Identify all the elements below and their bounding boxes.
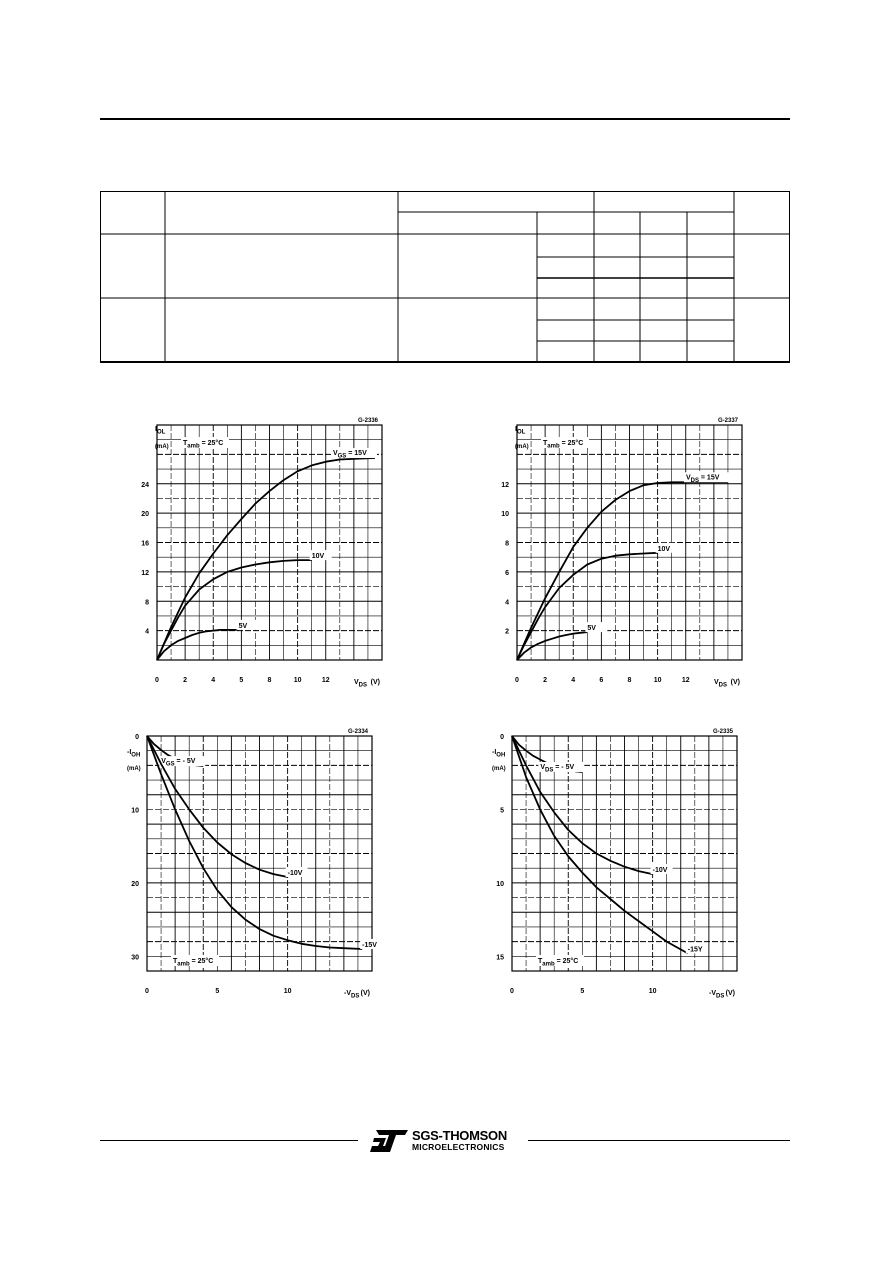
x-tick-label: 5 [580,988,585,995]
series-line-2 [517,482,728,660]
series-label-0: 5V [587,625,596,633]
chart-ioh-1 [125,726,390,1001]
x-tick-label: 5 [239,677,244,684]
y-tick-label: 10 [501,511,509,519]
x-tick-label: 0 [515,677,519,684]
x-axis-label: -VDS [344,990,360,1000]
series-label-0: 5V [238,622,248,630]
y-tick-label: 16 [141,540,149,548]
chart-code: G-2334 [347,729,368,735]
temp-label: Tamb = 25°C [183,440,224,450]
x-tick-label: 12 [681,677,690,684]
x-axis-unit: (V) [370,679,380,686]
top-rule [100,118,790,120]
temp-label: Tamb = 25°C [538,958,579,968]
chart-svg [125,726,390,1001]
series-label-1: 10V [657,545,671,553]
series-label-1: -10V [652,867,668,875]
y-axis-unit: (mA) [492,766,506,772]
y-axis-label: IOL [515,426,526,436]
x-axis-label: -VDS [709,990,725,1000]
y-tick-label: 4 [145,628,149,636]
x-tick-label: 8 [267,677,272,684]
y-tick-label: 10 [496,880,504,888]
chart-iol-2 [495,415,760,690]
series-label-1: 10V [311,553,325,561]
temp-label: Tamb = 25°C [543,440,584,450]
y-tick-label: 12 [501,481,509,489]
temp-label: Tamb = 25°C [173,958,214,968]
y-tick-label: 24 [141,481,149,489]
x-axis-unit: (V) [360,990,370,997]
footer-rule-right [528,1140,790,1141]
series-label-2: -15Y [687,946,703,954]
y-axis-label: -IOH [127,749,141,759]
x-tick-label: 10 [648,988,657,995]
x-tick-label: 4 [571,677,576,684]
x-tick-label: 8 [627,677,632,684]
x-tick-label: 6 [599,677,604,684]
chart-code: G-2336 [357,418,378,424]
y-tick-label: 0 [500,734,504,741]
chart-code: G-2337 [717,418,738,424]
series-label-2: VGS = 15V [332,450,367,460]
chart-svg [490,726,755,1001]
x-tick-label: 2 [543,677,548,684]
series-label-1: -10V [287,870,303,877]
y-tick-label: 8 [145,599,149,607]
logo-line1: SGS-THOMSON [412,1128,507,1143]
y-tick-label: 4 [505,599,509,607]
series-label-0: VDS = - 5V [540,763,575,774]
x-tick-label: 0 [155,677,159,684]
y-tick-label: 30 [131,954,139,962]
chart-code: G-2335 [712,729,733,735]
y-axis-unit: (mA) [127,766,141,772]
series-label-0: VGS = - 5V [161,758,196,768]
spec-table [100,191,790,363]
chart-svg [495,415,760,690]
series-line-2 [157,458,375,660]
grid [517,425,742,660]
x-tick-label: 0 [510,988,514,995]
grid [147,736,372,971]
x-tick-label: 12 [321,677,330,684]
y-axis-unit: (mA) [155,444,169,450]
y-axis-unit: (mA) [515,444,529,450]
y-axis-label: -IOH [492,749,506,759]
x-tick-label: 10 [283,988,292,995]
chart-iol-1 [135,415,400,690]
x-tick-label: 10 [653,677,662,684]
sgs-thomson-logo [370,1128,530,1156]
x-tick-label: 0 [145,988,149,995]
x-tick-label: 10 [293,677,302,684]
y-tick-label: 20 [131,880,139,888]
grid [157,425,382,660]
y-tick-label: 2 [505,628,509,636]
y-tick-label: 10 [131,807,139,815]
y-tick-label: 6 [505,569,509,577]
y-tick-label: 8 [505,540,509,548]
x-axis-unit: (V) [725,990,735,997]
footer-rule-left [100,1140,358,1141]
x-axis-unit: (V) [730,679,740,686]
y-tick-label: 0 [135,734,139,741]
x-tick-label: 5 [215,988,220,995]
y-tick-label: 20 [141,511,149,519]
y-tick-label: 5 [500,807,504,815]
x-tick-label: 2 [183,677,188,684]
x-axis-label: VDS [714,679,728,689]
spec-table-grid [100,191,790,363]
logo-line2: MICROELECTRONICS [412,1142,505,1152]
chart-ioh-2 [490,726,755,1001]
st-logo-icon [370,1130,408,1152]
series-label-2: -15V [362,941,377,949]
chart-svg [135,415,400,690]
y-axis-label: IOL [155,426,166,436]
x-tick-label: 4 [211,677,216,684]
y-tick-label: 15 [496,954,504,962]
series-label-2: VDS = 15V [685,474,720,484]
y-tick-label: 12 [141,569,149,577]
x-axis-label: VDS [354,679,368,689]
